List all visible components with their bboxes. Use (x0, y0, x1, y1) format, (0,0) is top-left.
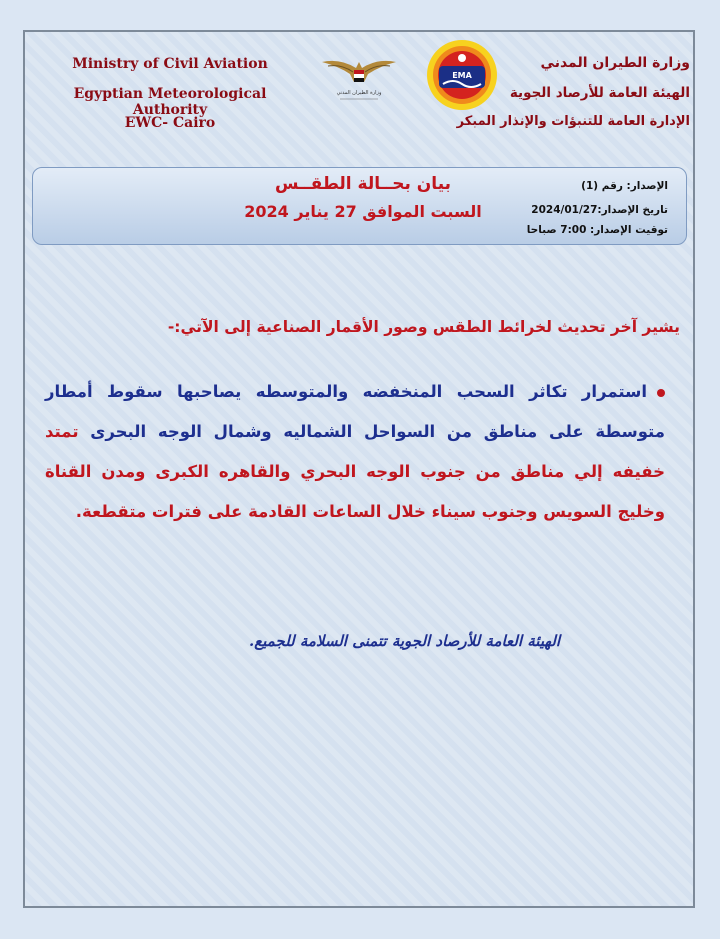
issue-number: الإصدار: رقم (1) (581, 180, 668, 192)
ema-logo-text: EMA (452, 71, 472, 80)
header-en-authority: Egyptian Meteorological Authority (73, 86, 267, 118)
header-en-center: EWC- Cairo (124, 115, 216, 131)
header-ar-authority: الهيئة العامة للأرصاد الجوية (509, 85, 690, 101)
bullet-dot-icon (657, 389, 665, 397)
issue-date: تاريخ الإصدار:2024/01/27 (531, 204, 668, 216)
issue-time: توقيت الإصدار: 7:00 صباحا (526, 224, 668, 236)
ministry-eagle-logo (320, 52, 398, 104)
header-en-ministry: Ministry of Civil Aviation (72, 56, 268, 72)
ministry-logo-text: وزارة الطيران المدني (336, 90, 382, 96)
header-ar-directorate: الإدارة العامة للتنبؤات والإنذار المبكر (456, 114, 690, 129)
header-ar-ministry: وزارة الطيران المدني (540, 55, 690, 71)
closing-remark: الهيئة العامة للأرصاد الجوية تتمنى السلامة للجميع. (248, 632, 560, 650)
forecast-text-red: تمتد خفيفه إلي مناطق من جنوب الوجه البحري والقاهره الكبرى ومدن القناة وخليج السويس وجنوب سيناء خلال الساعات القادمة على فترات متقطعة. (45, 422, 665, 521)
intro-text: يشير آخر تحديث لخرائط الطقس وصور الأقمار الصناعية إلى الآتي:- (167, 318, 680, 336)
bulletin-info-box (32, 167, 687, 245)
bulletin-date: السبت الموافق 27 يناير 2024 (244, 202, 482, 221)
forecast-bullet (45, 372, 665, 532)
bulletin-title: بيان بحــالة الطقــس (274, 174, 452, 194)
forecast-text-blue: استمرار تكاثر السحب المنخفضه والمتوسطه يصاحبها سقوط أمطار متوسطة على مناطق من السواحل الشماليه وشمال الوجه البحرى (45, 382, 665, 441)
